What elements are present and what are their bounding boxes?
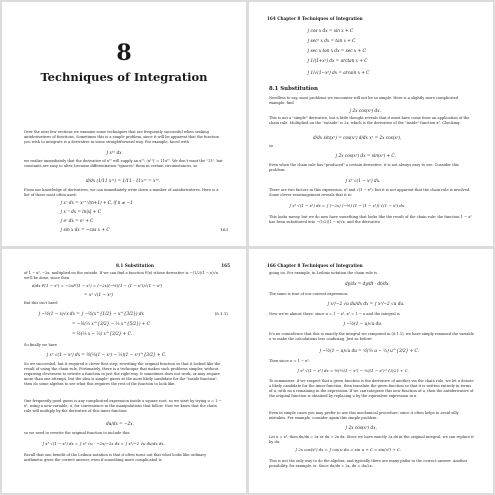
paragraph: The same is true of our current expression: [269, 292, 349, 296]
paragraph: So finally we have [24, 343, 58, 347]
equation: ∫ x¹⁰ dx [106, 150, 122, 155]
paragraph: Needless to say, most problems we encounter will not be so simple. Here is a slightly more complicated example: find [269, 96, 459, 105]
equation: ∫ 2x cos(x²) dx. [349, 108, 381, 113]
equation: d/dx (1/11 x¹¹) = 1/11 · 11x¹⁰ = x¹⁰. [86, 178, 161, 183]
formula-list-item: ∫ sec² x dx = tan x + C [307, 38, 356, 43]
equation: = −½(⅔ x^{3/2} − ⅖ x^{5/2}) + C [72, 321, 150, 326]
paragraph: Then since u = 1 − x²: [269, 359, 310, 363]
paragraph: To summarize: if we suspect that a given function is the derivative of another via the chain rule, we let u denote a likely candidate for the inner function, then translate the given function so that it is written entirely in terms of u, with no x remaining in the expression. If we can integrate this new function of u, then the antiderivative of the original function is obtained by replacing u by the equivalent expression in x. [269, 379, 474, 398]
equation-number: (8.1.1) [214, 311, 228, 316]
paragraph: of 1 − x², −2x, multiplied on the outside. If we can find a function F(x) whose derivative is −(1/2)(1 − x)√x we'll be done, since then [24, 271, 218, 280]
equation: = x³ √(1 − x²) [84, 292, 114, 297]
running-header: 166 Chapter 8 Techniques of Integration [267, 263, 363, 268]
equation: ∫ 2x cos(x²) dx = ∫ cos u du = sin u + C = sin(x²) + C. [295, 447, 401, 452]
paragraph: One frequently good guess is any complicated expression inside a square root, so we start by trying u = 1 − x², using a new variable, u, for convenience in the manipulations that follow. Now we know that the chain rule will multiply by the derivative of this inner function: [24, 399, 222, 413]
paragraph: But this isn't hard: [24, 301, 59, 305]
equation: ∫ x²/−2 √u du/dx dx = ∫ x²/−2 √u du. [327, 301, 405, 306]
paragraph: Recall that one benefit of the Leibniz notation is that it often turns out that what looks like ordinary arithmetic gives the correct answer, even if something more complicated is [24, 453, 207, 462]
equation: ∫ −½(1 − x)√x dx = ∫ −½(x^{1/2} − x^{3/2}) dx [38, 311, 144, 316]
running-header: 8.1 Substitution [116, 263, 154, 268]
formula-list-item: ∫ xⁿ dx = xⁿ⁺¹/(n+1) + C, if n ≠ −1 [60, 200, 133, 205]
equation: ∫ 2x cos(x²) dx. [345, 425, 377, 430]
intro-paragraph: Over the next few sections we examine some techniques that are frequently successful when seeking antiderivatives of functions. Sometimes this is a simple problem, since it will be apparent that the function you wish to integrate is a derivative in some straightforward way. For example, faced with [24, 130, 219, 144]
formula-list-item: ∫ 1/(1+x²) dx = arctan x + C [307, 58, 368, 63]
equation: ∫ −½(1 − u)√u du. [343, 321, 383, 326]
page-163 [2, 2, 246, 246]
equation: ∫ x³ √(1 − x²) dx = ∫ x³ √u · −2x/−2x dx = ∫ x²/−2 √u du/dx dx. [42, 441, 165, 446]
page-165 [2, 249, 246, 493]
paragraph: This looks messy, but we do now have something that looks like the result of the chain rule: the function 1 − x² has been substituted into −(1/2)(1 − x)√x, and the derivative [269, 215, 472, 224]
paragraph: Even in simple cases you may prefer to use this mechanical procedure, since it often helps to avoid silly mistakes. For example, consider again this simple problem: [269, 411, 459, 420]
paragraph: This is not a "simple" derivative, but a little thought reveals that it must have come from an application of the chain rule. Multiplied on the "outside" is 2x, which is the derivative of the "inside" function x². Checking: [269, 116, 470, 125]
paragraph: going on. For example, in Leibniz notation the chain rule is [269, 271, 377, 275]
paragraph: Even when the chain rule has "produced" a certain derivative, it is not always easy to see. Consider this problem: [269, 163, 459, 172]
running-header: 164 Chapter 8 Techniques of Integration [267, 16, 363, 21]
chapter-number: 8 [116, 40, 132, 66]
equation: d/dx sin(x²) = cos(x²) d/dx x² = 2x cos(x²), [313, 135, 402, 140]
formula-list-item: ∫ cos x dx = sin x + C [307, 28, 354, 33]
page-number: 165 [221, 263, 230, 268]
equation: ∫ x³ √(1 − x²) dx = ½(⅖(1 − x²) − ⅔)(1 − x²)^{3/2} + C. [297, 368, 409, 373]
equation: ∫ −½(1 − u)√u du = ½(⅖ u − ⅔) u^{3/2} + C. [319, 348, 419, 353]
formula-list-item: ∫ 1/√(1−x²) dx = arcsin x + C [307, 70, 370, 75]
paragraph: There are two factors in this expression, x³ and √(1 − x²), but it is not apparent that the chain rule is involved. Some clever rearrangement reveals that it is: [269, 188, 471, 197]
equation: ∫ x³ √(1 − x²) dx = ∫ (−2x) (−½) (1 − (1 − x²)) √(1 − x²) dx. [289, 203, 406, 208]
paragraph: So we succeeded, but it required a clever first step, rewriting the original function so that it looked like the result of using the chain rule. Fortunately, there is a technique that makes such problems simpler, without requiring cleverness to rewrite a function in just the right way. It sometimes does not work, or may require more than one attempt, but the idea is simple: guess at the most likely candidate for the "inside function", then do some algebra to see what this requires the rest of the function to look like. [24, 362, 221, 386]
paragraph: Now we're almost there: since u = 1 − x², x² = 1 − u and the integral is [269, 312, 400, 316]
equation: = ½(⅖ x − ⅔) x^{3/2} + C. [72, 331, 132, 336]
equation: ∫ x³ √(1 − x²) dx = ½(⅖(1 − x²) − ⅔)(1 − x²)^{3/2} + C. [46, 352, 167, 357]
paragraph: It's no coincidence that this is exactly the integral we computed in (8.1.1), we have simply renamed the variable u to make the calculations less confusing. Just as before: [269, 332, 474, 341]
paragraph: so [269, 144, 274, 148]
paragraph: Let u = x², then du/dx = 2x or du = 2x dx. Since we have exactly 2x dx in the original integral, we can replace it by du: [269, 435, 474, 444]
equation: dy/dx = dy/dt · dt/dx. [345, 281, 390, 286]
equation: d/dx F(1 − x²) = −2xF′(1 − x²) = (−2x)(−½)(1 − (1 − x²))√(1 − x²) [32, 283, 163, 288]
equation: ∫ 2x cos(x²) dx = sin(x²) + C. [335, 153, 396, 158]
paragraph: This is not the only way to do the algebra, and typically there are many paths to the correct answer. Another possibility, for example, is: Since du/dx = 2x, dx = du/2x, [269, 459, 468, 468]
formula-list-item: ∫ sec x tan x dx = sec x + C [307, 48, 366, 53]
paragraph: so we need to rewrite the original function to include this: [24, 431, 131, 435]
paragraph: we realize immediately that the derivative of x¹¹ will supply an x¹⁰: (x¹¹)′ = 11x¹⁰. We don't want the "11", but constants are easy to alter, because differentiation "ignores" them in certain circumstances, so [24, 159, 223, 168]
formula-list-item: ∫ eˣ dx = eˣ + C [60, 218, 94, 223]
equation: ∫ x³ √(1 − x²) dx. [345, 178, 381, 183]
chapter-title: Techniques of Integration [40, 70, 208, 84]
page-164 [249, 2, 493, 246]
equation: du/dx = −2x, [106, 421, 134, 426]
section-heading: 8.1 Substitution [269, 86, 318, 92]
paragraph: From our knowledge of derivatives, we can immediately write down a number of antiderivatives. Here is a list of those most often used: [24, 188, 219, 197]
formula-list-item: ∫ x⁻¹ dx = ln|x| + C [60, 209, 101, 214]
page-number: 163 [220, 227, 228, 232]
formula-list-item: ∫ sin x dx = −cos x + C [60, 227, 110, 232]
page-166 [249, 249, 493, 493]
